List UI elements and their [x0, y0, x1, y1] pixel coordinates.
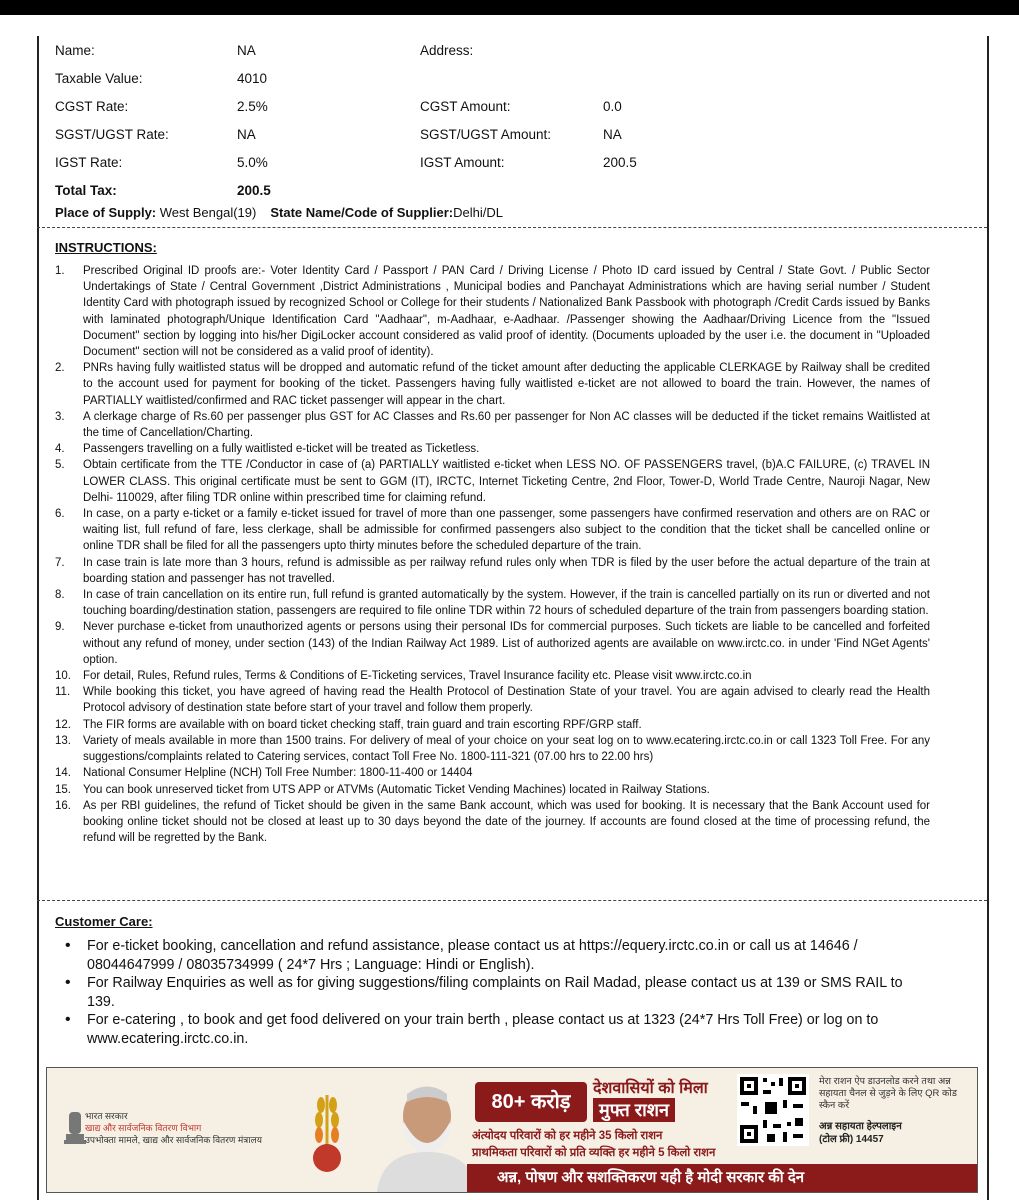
instruction-number: 4.	[55, 443, 65, 456]
crore-badge: 80+ करोड़	[475, 1082, 587, 1122]
instruction-item	[55, 798, 930, 847]
instruction-text: Passengers travelling on a fully waitlisted e-ticket will be treated as Ticketless.	[83, 443, 480, 456]
customer-care-item: • For Railway Enquiries as well as for giving suggestions/filing complaints on Rail Madad, please contact us at 139 or SMS RAIL to 139.	[65, 974, 915, 1011]
govt-department	[85, 1110, 262, 1146]
value: 2.5%	[237, 99, 268, 114]
helpline-number: (टोल फ्री) 14457	[819, 1134, 884, 1145]
instruction-text: For detail, Rules, Refund rules, Terms & Conditions of E-Ticketing services, Travel Insurance facility etc. Please visit www.irctc.co.in	[83, 670, 752, 683]
app-download-text: मेरा राशन ऐप डाउनलोड करने तथा अन्न सहायता चैनल से जुड़ने के लिए QR कोड स्कैन करें	[819, 1076, 957, 1111]
instruction-text: In case train is late more than 3 hours, refund is admissible as per railway refund rules only when TDR is filed by the user before the actual departure of the train at boarding station and passenger has not travelled.	[83, 556, 930, 585]
supplier-label: State Name/Code of Supplier:	[270, 205, 454, 220]
instruction-item	[55, 782, 930, 798]
value: NA	[237, 127, 256, 142]
instruction-item	[55, 765, 930, 781]
label: Taxable Value:	[55, 71, 143, 86]
instruction-item	[55, 587, 930, 619]
instruction-number: 2.	[55, 362, 65, 375]
customer-care-title: Customer Care:	[55, 914, 153, 929]
qr-code-icon	[737, 1074, 809, 1146]
instruction-text: In case, on a party e-ticket or a family e-ticket issued for travel of more than one passenger, some passengers have confirmed reservation and others are on RAC or waiting list, full refund of fare, less clerkage, shall be admissible for confirmed passengers also subject to the condition that the ticket shall be cancelled online or online TDR shall be filed for all the passengers upto thirty minutes before the scheduled departure of the train.	[83, 508, 930, 553]
instruction-number: 1.	[55, 265, 65, 277]
place-label: Place of Supply:	[55, 205, 157, 220]
instruction-number: 16.	[55, 799, 71, 812]
label: Name:	[55, 43, 95, 58]
ration-ad-banner	[46, 1067, 978, 1193]
instruction-item	[55, 619, 930, 668]
instruction-text: In case of train cancellation on its entire run, full refund is granted automatically by the system. However, if the train is cancelled partially on its run or diverted and not touching boarding/destination station, passengers are required to file online TDR within 72 hours of scheduled departure of the train from passengers boarding station.	[83, 589, 930, 618]
divider	[37, 227, 987, 228]
slogan-band: अन्न, पोषण और सशक्तिकरण यही है मोदी सरकार की देन	[467, 1164, 978, 1192]
headline: देशवासियों को मिला	[593, 1080, 708, 1097]
value: 200.5	[603, 155, 637, 170]
value: NA	[237, 43, 256, 58]
instruction-text: Prescribed Original ID proofs are:- Voter Identity Card / Passport / PAN Card / Driving License / Photo ID card issued by Central / State Govt. / Public Sector Undertakings of State / Central Government ,District Administrations , Municipal bodies and Panchayat Administrations which are having serial number / Student Identity Card with photograph issued by recognized School or College for their students / Nationalized Bank Passbook with photograph /Credit Cards issued by Banks with laminated photograph/Unique Identification Card "Aadhaar", m-Aadhaar, e-Aadhaar. /Passenger showing the Aadhaar/Driving Licence from the "Issued Document" section by logging into his/her DigiLocker account considered as valid proof of identity. (Documents uploaded by the user i.e. the document in "Uploaded Document" section will not be considered as a valid proof of identity).	[83, 265, 930, 359]
tax-row-cgst	[55, 96, 955, 124]
label: CGST Rate:	[55, 99, 129, 114]
tax-row-igst	[55, 152, 955, 180]
label: IGST Amount:	[420, 155, 505, 170]
tax-row-taxable	[55, 68, 955, 96]
instruction-text: Obtain certificate from the TTE /Conductor in case of (a) PARTIALLY waitlisted e-ticket when LESS NO. OF PASSENGERS travel, (b)A.C FAILURE, (c) TRAVEL IN LOWER CLASS. This original certificate must be sent to GGM (IT), IRCTC, Internet Ticketing Centre, 2nd Floor, Tower-D, World Trade Centre, Nauroji Nagar, New Delhi- 110029, after filing TDR online within prescribed time for claiming refund.	[83, 459, 930, 504]
helpline-label: अन्न सहायता हेल्पलाइन	[819, 1121, 902, 1132]
instruction-item	[55, 457, 930, 506]
instruction-number: 5.	[55, 459, 65, 472]
supplier-value: Delhi/DL	[453, 205, 503, 220]
customer-care-item: • For e-ticket booking, cancellation and refund assistance, please contact us at https://equery.irctc.co.in or call us at 14646 / 08044647999 / 08035734999 ( 24*7 Hrs ; Language: Hindi or English).	[65, 937, 915, 974]
tax-row-total	[55, 180, 955, 208]
instruction-item	[55, 409, 930, 441]
tax-details	[55, 40, 955, 208]
top-black-bar	[0, 0, 1019, 15]
label: CGST Amount:	[420, 99, 511, 114]
value: 4010	[237, 71, 268, 86]
instruction-item	[55, 555, 930, 587]
instruction-number: 14.	[55, 767, 71, 780]
instructions-title: INSTRUCTIONS:	[55, 240, 157, 255]
instruction-number: 6.	[55, 508, 65, 521]
instruction-number: 15.	[55, 783, 71, 796]
pm-garib-kalyan-logo-icon	[297, 1090, 357, 1180]
instruction-text: You can book unreserved ticket from UTS APP or ATVMs (Automatic Ticket Vending Machines) located in Railway Stations.	[83, 783, 710, 796]
gov-line: खाद्य और सार्वजनिक वितरण विभाग	[85, 1123, 202, 1133]
instruction-item	[55, 733, 930, 765]
place-value: West Bengal(19)	[156, 205, 257, 220]
value: NA	[603, 127, 622, 142]
instruction-text: While booking this ticket, you have agreed of having read the Health Protocol of Destination State of your travel. You are again advised to clearly read the Health Protocol advisory of destination state before start of your travel and follow them properly.	[83, 686, 930, 715]
label: SGST/UGST Amount:	[420, 127, 552, 142]
instruction-number: 7.	[55, 556, 65, 569]
instruction-text: A clerkage charge of Rs.60 per passenger plus GST for AC Classes and Rs.60 per passenger for Non AC classes will be deducted if the ticket remains Waitlisted at the time of Cancellation/Charting.	[83, 410, 930, 440]
gov-line: उपभोक्ता मामले, खाद्य और सार्वजनिक वितरण मंत्रालय	[85, 1135, 262, 1145]
divider	[37, 900, 987, 901]
tax-row-name	[55, 40, 955, 68]
scheme-line: अंत्योदय परिवारों को हर महीने 35 किलो राशन	[472, 1130, 663, 1142]
tax-row-sgst	[55, 124, 955, 152]
instruction-text: The FIR forms are available with on board ticket checking staff, train guard and train escorting RPF/GRP staff.	[83, 718, 642, 731]
place-of-supply	[55, 205, 503, 220]
portrait-photo-icon	[372, 1074, 482, 1192]
customer-care-item: • For e-catering , to book and get food delivered on your train berth , please contact us at 1323 (24*7 Hrs Toll Free) or log on to www.ecatering.irctc.co.in.	[65, 1011, 915, 1048]
instruction-number: 12.	[55, 718, 71, 731]
instruction-number: 3.	[55, 410, 65, 423]
value: 5.0%	[237, 155, 268, 170]
instruction-number: 10.	[55, 670, 71, 683]
instruction-item	[55, 684, 930, 716]
instructions-list	[55, 263, 930, 846]
instruction-number: 13.	[55, 734, 71, 747]
helpline	[819, 1120, 902, 1146]
instruction-item	[55, 360, 930, 409]
label: SGST/UGST Rate:	[55, 127, 169, 142]
instruction-number: 9.	[55, 621, 65, 634]
label: IGST Rate:	[55, 155, 123, 170]
customer-care-list	[65, 937, 915, 1048]
instruction-item	[55, 263, 930, 360]
label: Address:	[420, 43, 474, 58]
scheme-line: प्राथमिकता परिवारों को प्रति व्यक्ति हर महीने 5 किलो राशन	[472, 1147, 716, 1159]
instruction-number: 11.	[55, 686, 71, 699]
instruction-item	[55, 506, 930, 555]
instruction-item	[55, 717, 930, 733]
instruction-number: 8.	[55, 589, 65, 602]
label: Total Tax:	[55, 183, 117, 198]
gov-line: भारत सरकार	[85, 1111, 128, 1121]
instruction-text: As per RBI guidelines, the refund of Ticket should be given in the same Bank account, which was used for booking. It is necessary that the Bank Account used for booking online ticket should not be closed at least up to 30 days beyond the date of the journey. If accounts are found closed at the time of processing refund, the refund will be regretted by the Bank.	[83, 799, 930, 845]
value: 200.5	[237, 183, 271, 198]
instruction-text: PNRs having fully waitlisted status will be dropped and automatic refund of the ticket amount after deducting the applicable CLERKAGE by Railway shall be credited to the account used for payment for booking of the ticket. Passengers having fully waitlisted e-ticket are not allowed to board the train. However, the names of PARTIALLY waitlisted/confirmed and RAC ticket passenger will appear in the chart.	[83, 362, 930, 407]
headline-highlight: मुफ्त राशन	[593, 1098, 675, 1122]
instruction-item	[55, 441, 930, 457]
value: 0.0	[603, 99, 622, 114]
instruction-text: Variety of meals available in more than 1500 trains. For delivery of meal of your choice on your seat log on to www.ecatering.irctc.co.in or call 1323 Toll Free. For any suggestions/complaints related to Catering services, contact Toll Free No. 1800-111-321 (07.00 hrs to 22.00 hrs)	[83, 734, 930, 764]
instruction-item	[55, 668, 930, 684]
instruction-text: Never purchase e-ticket from unauthorized agents or persons using their personal IDs for commercial purposes. Such tickets are liable to be cancelled and forfeited without any refund of money, under section (143) of the Indian Railway Act 1989. List of authorized agents are available on www.irctc.co. in under 'Find NGet Agents' option.	[83, 621, 930, 666]
instruction-text: National Consumer Helpline (NCH) Toll Free Number: 1800-11-400 or 14404	[83, 767, 473, 780]
